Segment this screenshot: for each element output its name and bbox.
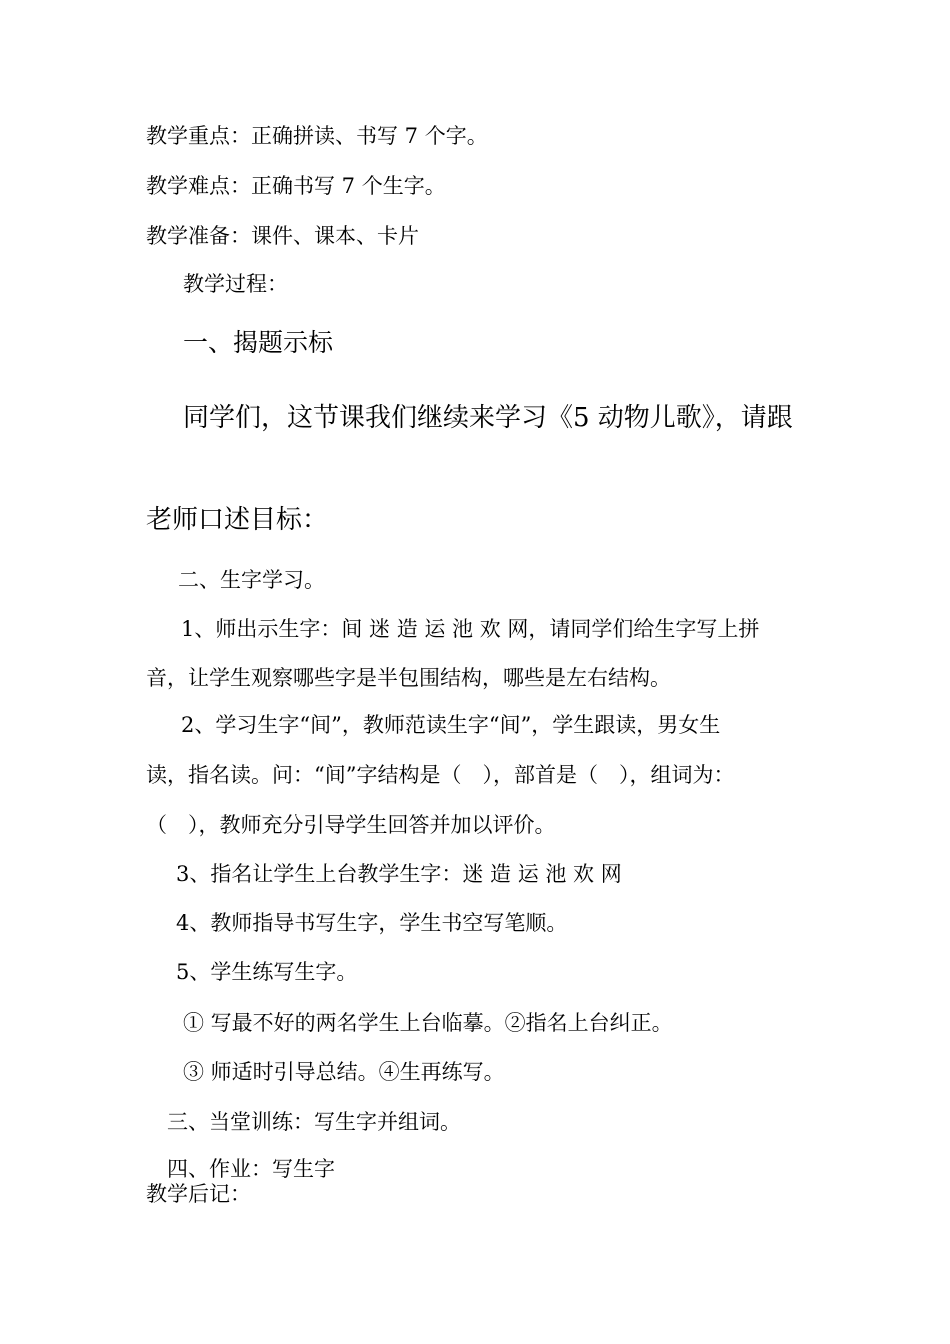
teaching-difficulties: 教学难点：正确书写 7 个生字。 xyxy=(146,174,446,198)
intro-paragraph-line-1: 同学们，这节课我们继续来学习《5 动物儿歌》，请跟 xyxy=(183,403,793,433)
section-2-heading: 二、生字学习。 xyxy=(178,568,325,592)
item-5: 5、学生练写生字。 xyxy=(176,960,358,984)
item-1-line-1: 1、师出示生字：间 迷 造 运 池 欢 网，请同学们给生字写上拼 xyxy=(181,617,760,641)
item-4: 4、教师指导书写生字，学生书空写笔顺。 xyxy=(176,911,568,935)
item-3: 3、指名让学生上台教学生字：迷 造 运 池 欢 网 xyxy=(176,862,622,886)
teaching-process-heading: 教学过程： xyxy=(183,272,288,296)
teaching-postscript: 教学后记： xyxy=(146,1182,251,1206)
item-2-line-1: 2、学习生字“间”，教师范读生字“间”，学生跟读，男女生 xyxy=(181,713,721,737)
section-4-heading: 四、作业：写生字 xyxy=(167,1157,335,1181)
item-2-line-2: 读，指名读。问：“间”字结构是（ ），部首是（ ），组词为： xyxy=(146,763,735,787)
item-1-line-2: 音，让学生观察哪些字是半包围结构，哪些是左右结构。 xyxy=(146,666,671,690)
intro-paragraph-line-2: 老师口述目标： xyxy=(146,505,329,535)
teaching-key-points: 教学重点：正确拼读、书写 7 个字。 xyxy=(146,124,488,148)
item-5-steps-1-2: ① 写最不好的两名学生上台临摹。②指名上台纠正。 xyxy=(183,1011,673,1035)
item-2-line-3: （ ），教师充分引导学生回答并加以评价。 xyxy=(146,813,556,837)
teaching-preparation: 教学准备：课件、课本、卡片 xyxy=(146,224,419,248)
section-3-heading: 三、当堂训练：写生字并组词。 xyxy=(167,1110,461,1134)
item-5-steps-3-4: ③ 师适时引导总结。④生再练写。 xyxy=(183,1060,505,1084)
section-1-heading: 一、揭题示标 xyxy=(183,328,334,357)
